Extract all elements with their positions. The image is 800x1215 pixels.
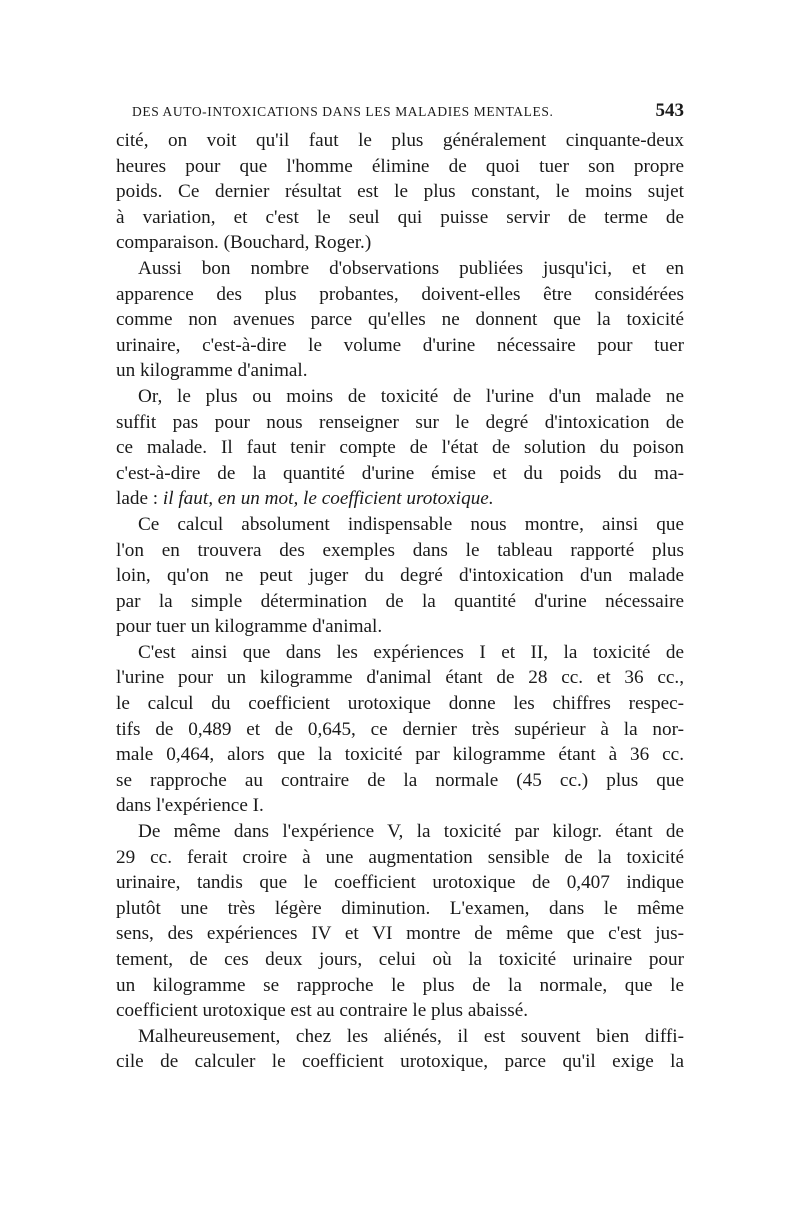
paragraph-7 <box>116 1024 684 1075</box>
text-line: tement, de ces deux jours, celui où la toxicité urinaire pour <box>116 949 684 970</box>
text-line: se rapproche au contraire de la normale (45 cc.) plus que <box>116 769 684 791</box>
text-line: urinaire, tandis que le coefficient urotoxique de 0,407 indique <box>116 872 684 894</box>
text-line: comme non avenues parce qu'elles ne donnent que la toxicité <box>116 309 684 331</box>
text-line <box>116 486 684 512</box>
text-line: male 0,464, alors que la toxicité par kilogramme étant à 36 cc. <box>116 744 684 766</box>
paragraph-2 <box>116 256 684 384</box>
text-line: C'est ainsi que dans les expériences I et II, la toxicité de <box>138 641 684 663</box>
text-line: un kilogramme se rapproche le plus de la normale, que le <box>116 974 684 996</box>
paragraph-1 <box>116 128 684 256</box>
text-line: plutôt une très légère diminution. L'examen, dans le même <box>116 897 684 919</box>
text-line: Or, le plus ou moins de toxicité de l'urine d'un malade ne <box>138 385 684 407</box>
text-line: l'on en trouvera des exemples dans le tableau rapporté plus <box>116 539 684 561</box>
text-line: apparence des plus probantes, doivent-elles être considérées <box>116 283 684 305</box>
italic-emphasis: il faut, en un mot, le coefficient urotoxique. <box>162 488 494 510</box>
text-line: De même dans l'expérience V, la toxicité par kilogr. étant de <box>138 821 684 843</box>
text-line: comparaison. (Bouchard, Roger.) <box>116 232 372 254</box>
paragraph-6 <box>116 819 684 1024</box>
text-line: cile de calculer le coefficient urotoxique, parce qu'il exige la <box>116 1051 684 1073</box>
text-line: un kilogramme d'animal. <box>116 360 308 382</box>
text-line: le calcul du coefficient urotoxique donne les chiffres respec- <box>116 693 684 715</box>
text-line: Malheureusement, chez les aliénés, il est souvent bien diffi- <box>138 1025 684 1047</box>
text-line: heures pour que l'homme élimine de quoi tuer son propre <box>116 155 684 177</box>
text-line: urinaire, c'est-à-dire le volume d'urine nécessaire pour tuer <box>116 334 684 356</box>
line-prefix: lade : <box>116 488 163 510</box>
text-line: à variation, et c'est le seul qui puisse servir de terme de <box>116 206 684 228</box>
text-line: pour tuer un kilogramme d'animal. <box>116 616 383 638</box>
running-head <box>118 100 684 128</box>
text-line: tifs de 0,489 et de 0,645, ce dernier très supérieur à la nor- <box>116 718 684 740</box>
text-line: poids. Ce dernier résultat est le plus constant, le moins sujet <box>116 181 684 203</box>
paragraph-4 <box>116 512 684 640</box>
text-line: sens, des expériences IV et VI montre de même que c'est jus- <box>116 923 684 945</box>
text-line: l'urine pour un kilogramme d'animal étant de 28 cc. et 36 cc., <box>116 667 684 689</box>
text-line: par la simple détermination de la quantité d'urine nécessaire <box>116 590 684 612</box>
text-line: coefficient urotoxique est au contraire le plus abaissé. <box>116 1000 529 1022</box>
text-line: loin, qu'on ne peut juger du degré d'intoxication d'un malade <box>116 565 684 587</box>
text-line: Ce calcul absolument indispensable nous montre, ainsi que <box>138 513 684 535</box>
text-line: ce malade. Il faut tenir compte de l'état de solution du poison <box>116 437 684 459</box>
page-number: 543 <box>655 100 684 121</box>
paragraph-3 <box>116 384 684 512</box>
text-line: dans l'expérience I. <box>116 795 264 817</box>
body-text <box>116 128 684 1075</box>
text-line: Aussi bon nombre d'observations publiées jusqu'ici, et en <box>138 257 684 279</box>
text-line: 29 cc. ferait croire à une augmentation sensible de la toxicité <box>116 846 684 868</box>
text-line: suffit pas pour nous renseigner sur le degré d'intoxication de <box>116 411 684 433</box>
running-title: DES AUTO-INTOXICATIONS DANS LES MALADIES MENTALES. <box>132 104 554 119</box>
text-line: cité, on voit qu'il faut le plus généralement cinquante-deux <box>116 130 684 151</box>
text-line: c'est-à-dire de la quantité d'urine émise et du poids du ma- <box>116 462 684 484</box>
paragraph-5 <box>116 640 684 819</box>
